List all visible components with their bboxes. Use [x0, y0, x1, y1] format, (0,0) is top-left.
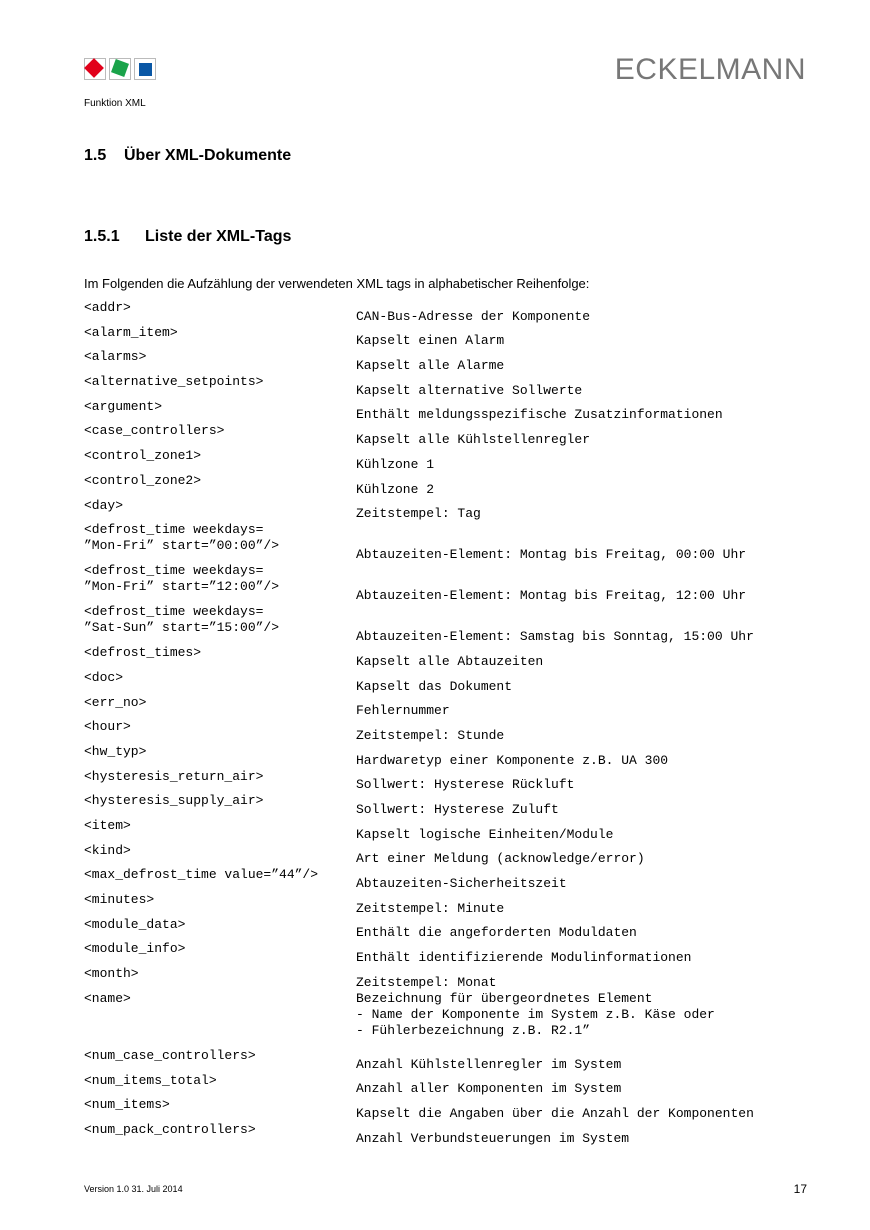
xml-tag-name: <hour> — [84, 719, 131, 735]
xml-tag-description: Kapselt logische Einheiten/Module — [356, 826, 614, 842]
tag-list-row — [84, 399, 824, 424]
heading-number: 1.5.1 — [84, 228, 120, 245]
xml-tag-name: <hysteresis_return_air> — [84, 768, 264, 784]
page-number: 17 — [793, 1182, 807, 1196]
brand-wordmark: ECKELMANN — [614, 53, 806, 86]
tag-list-row — [84, 818, 824, 843]
tag-list-row — [84, 473, 824, 498]
heading-section-1-5 — [84, 147, 291, 165]
xml-tag-name: <defrost_times> — [84, 645, 202, 661]
tag-list-row — [84, 325, 824, 350]
xml-tag-name: <control_zone2> — [84, 472, 202, 488]
tag-list-row — [84, 744, 824, 769]
heading-title: Liste der XML-Tags — [145, 228, 292, 245]
xml-tag-description: Sollwert: Hysterese Rückluft — [356, 777, 575, 793]
tag-list-row — [84, 349, 824, 374]
xml-tag-name: <num_case_controllers> — [84, 1047, 256, 1063]
tag-list-row — [84, 769, 824, 794]
xml-tag-description: Anzahl Kühlstellenregler im System — [356, 1056, 622, 1072]
xml-tag-list — [84, 300, 824, 1147]
tag-list-row — [84, 374, 824, 399]
xml-tag-description: Bezeichnung für übergeordnetes Element - Name der Komponente im System z.B. Käse oder - Fühlerbezeichnung z.B. R2.1” — [356, 990, 715, 1038]
tag-list-row — [84, 670, 824, 695]
xml-tag-name: <item> — [84, 818, 131, 833]
xml-tag-name: <minutes> — [84, 892, 155, 908]
xml-tag-name: <day> — [84, 497, 124, 513]
xml-tag-description: Zeitstempel: Stunde — [356, 727, 505, 743]
tag-list-row — [84, 892, 824, 917]
xml-tag-description: Enthält identifizierende Modulinformationen — [356, 950, 692, 966]
xml-tag-name: <month> — [84, 966, 139, 982]
xml-tag-name: <num_pack_controllers> — [84, 1121, 256, 1137]
company-logo — [84, 58, 156, 82]
xml-tag-description: Kühlzone 2 — [356, 481, 435, 497]
xml-tag-name: <control_zone1> — [84, 448, 202, 464]
xml-tag-description: Abtauzeiten-Element: Samstag bis Sonntag, 15:00 Uhr — [356, 629, 754, 645]
xml-tag-description: Anzahl Verbundsteuerungen im System — [356, 1130, 630, 1146]
xml-tag-name: <max_defrost_time value=”44”/> — [84, 867, 319, 883]
heading-section-1-5-1 — [84, 228, 291, 246]
xml-tag-name: <num_items> — [84, 1097, 170, 1113]
heading-title: Über XML-Dokumente — [124, 147, 292, 164]
running-header: Funktion XML — [84, 98, 146, 109]
xml-tag-name: <alarms> — [84, 349, 147, 365]
xml-tag-name: <addr> — [84, 300, 131, 315]
xml-tag-name: <hysteresis_supply_air> — [84, 793, 264, 809]
tag-list-row — [84, 645, 824, 670]
xml-tag-description: Kapselt die Angaben über die Anzahl der Komponenten — [356, 1105, 754, 1121]
xml-tag-description: Kühlzone 1 — [356, 456, 435, 472]
tag-list-row — [84, 522, 824, 563]
heading-number: 1.5 — [84, 147, 107, 164]
xml-tag-description: Kapselt alternative Sollwerte — [356, 382, 583, 398]
intro-paragraph: Im Folgenden die Aufzählung der verwendeten XML tags in alphabetischer Reihenfolge: — [84, 276, 590, 291]
xml-tag-name: <defrost_time weekdays= ”Mon-Fri” start=”12:00”/> — [84, 563, 280, 595]
tag-list-row — [84, 1073, 824, 1098]
tag-list-row — [84, 695, 824, 720]
xml-tag-description: Sollwert: Hysterese Zuluft — [356, 802, 559, 817]
xml-tag-name: <defrost_time weekdays= ”Sat-Sun” start=”15:00”/> — [84, 604, 280, 636]
xml-tag-description: Enthält die angeforderten Moduldaten — [356, 925, 637, 941]
tag-list-row — [84, 843, 824, 868]
tag-list-row — [84, 793, 824, 818]
tag-list-row — [84, 991, 824, 1048]
xml-tag-description: Kapselt das Dokument — [356, 678, 513, 694]
tag-list-row — [84, 448, 824, 473]
tag-list-row — [84, 1097, 824, 1122]
xml-tag-description: Kapselt einen Alarm — [356, 333, 505, 349]
xml-tag-name: <defrost_time weekdays= ”Mon-Fri” start=”00:00”/> — [84, 522, 280, 554]
tag-list-row — [84, 1048, 824, 1073]
tag-list-row — [84, 300, 824, 325]
footer-version: Version 1.0 31. Juli 2014 — [84, 1184, 183, 1194]
xml-tag-description: Zeitstempel: Tag — [356, 506, 481, 522]
xml-tag-description: Zeitstempel: Minute — [356, 900, 505, 916]
logo-blue-square — [139, 63, 152, 76]
xml-tag-description: Kapselt alle Abtauzeiten — [356, 653, 544, 669]
xml-tag-name: <name> — [84, 990, 131, 1006]
tag-list-row — [84, 719, 824, 744]
xml-tag-name: <kind> — [84, 842, 131, 858]
tag-list-row — [84, 563, 824, 604]
xml-tag-name: <alternative_setpoints> — [84, 374, 264, 390]
xml-tag-description: Art einer Meldung (acknowledge/error) — [356, 851, 645, 867]
xml-tag-name: <err_no> — [84, 694, 147, 710]
xml-tag-description: Enthält meldungsspezifische Zusatzinformationen — [356, 407, 723, 423]
xml-tag-name: <module_info> — [84, 941, 186, 957]
xml-tag-description: Fehlernummer — [356, 703, 450, 719]
tag-list-row — [84, 867, 824, 892]
xml-tag-description: Abtauzeiten-Element: Montag bis Freitag, 12:00 Uhr — [356, 588, 747, 604]
xml-tag-description: Abtauzeiten-Element: Montag bis Freitag, 00:00 Uhr — [356, 547, 747, 563]
xml-tag-name: <argument> — [84, 398, 163, 414]
tag-list-row — [84, 423, 824, 448]
xml-tag-name: <module_data> — [84, 916, 186, 932]
xml-tag-description: Anzahl aller Komponenten im System — [356, 1081, 622, 1097]
xml-tag-name: <doc> — [84, 669, 124, 685]
xml-tag-description: Kapselt alle Alarme — [356, 358, 505, 374]
xml-tag-description: Kapselt alle Kühlstellenregler — [356, 432, 591, 448]
xml-tag-name: <hw_typ> — [84, 743, 147, 759]
xml-tag-name: <case_controllers> — [84, 423, 225, 439]
xml-tag-description: Abtauzeiten-Sicherheitszeit — [356, 876, 567, 892]
xml-tag-description: Zeitstempel: Monat — [356, 974, 497, 990]
xml-tag-description: Hardwaretyp einer Komponente z.B. UA 300 — [356, 752, 669, 768]
xml-tag-name: <alarm_item> — [84, 324, 178, 340]
xml-tag-name: <num_items_total> — [84, 1072, 217, 1088]
tag-list-row — [84, 941, 824, 966]
tag-list-row — [84, 917, 824, 942]
xml-tag-description: CAN-Bus-Adresse der Komponente — [356, 308, 591, 324]
tag-list-row — [84, 966, 824, 991]
tag-list-row — [84, 498, 824, 523]
tag-list-row — [84, 604, 824, 645]
tag-list-row — [84, 1122, 824, 1147]
